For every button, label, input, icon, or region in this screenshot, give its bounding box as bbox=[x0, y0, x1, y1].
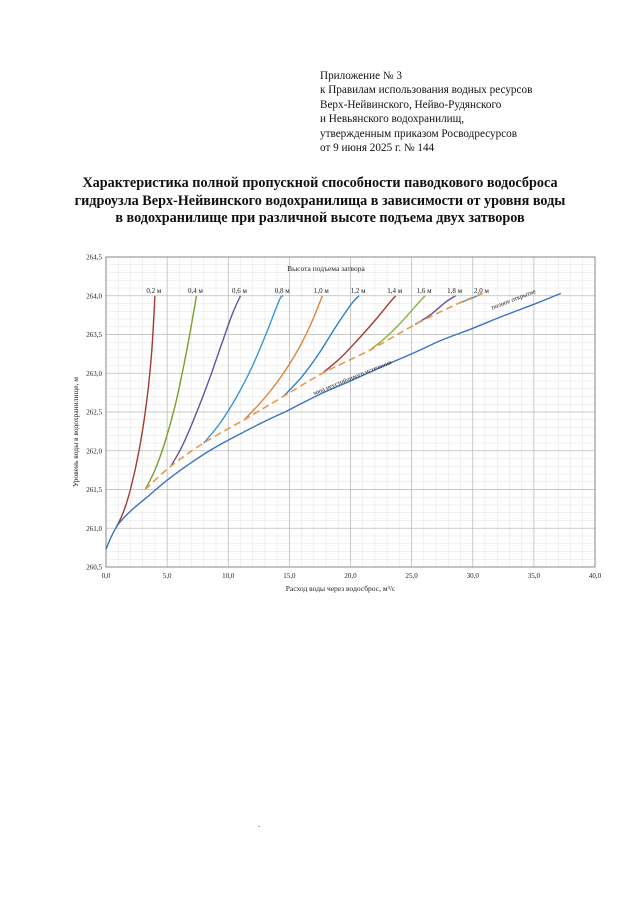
gate-height-label: 1,8 м bbox=[447, 286, 463, 295]
gate-height-label: 1,2 м bbox=[350, 286, 366, 295]
full-open-annotation: полное открытие bbox=[490, 288, 538, 312]
gate-height-label: 1,4 м bbox=[387, 286, 403, 295]
scan-speck bbox=[258, 826, 260, 827]
gate-height-label: 0,8 м bbox=[274, 286, 290, 295]
gate-height-label: 0,4 м bbox=[187, 286, 203, 295]
x-tick-label: 0,0 bbox=[101, 572, 111, 580]
title-line: гидроузла Верх-Нейвинского водохранилища в зависимости от уровня воды bbox=[74, 192, 566, 209]
title-line: в водохранилище при различной высоте подъема двух затворов bbox=[115, 210, 525, 227]
chart-title: Высота подъема затвора bbox=[287, 264, 365, 273]
gate-height-label: 2,0 м bbox=[474, 286, 489, 295]
gate-height-label: 0,6 м bbox=[232, 286, 247, 295]
x-tick-label: 40,0 bbox=[588, 572, 602, 580]
x-axis-label: Расход воды через водосброс, м³/с bbox=[285, 584, 396, 593]
gate-height-label: 1,0 м bbox=[313, 286, 329, 295]
y-tick-label: 264,0 bbox=[86, 292, 102, 301]
appendix-line: к Правилам использования водных ресурсов bbox=[320, 84, 533, 97]
x-tick-label: 20,0 bbox=[344, 572, 357, 580]
appendix-line: от 9 июня 2025 г. № 144 bbox=[320, 142, 435, 155]
y-tick-label: 262,5 bbox=[86, 408, 102, 417]
y-tick-label: 263,5 bbox=[86, 331, 102, 339]
gate-height-label: 1,6 м bbox=[416, 286, 432, 295]
appendix-line: и Невьянского водохранилищ, bbox=[320, 113, 465, 126]
y-tick-label: 260,5 bbox=[86, 563, 102, 572]
title-line: Характеристика полной пропускной способности паводкового водосброса bbox=[82, 175, 558, 191]
x-tick-label: 10,0 bbox=[222, 572, 235, 580]
y-tick-label: 264,5 bbox=[86, 253, 102, 262]
appendix-line: Приложение № 3 bbox=[320, 70, 402, 82]
x-tick-label: 35,0 bbox=[527, 572, 540, 580]
y-tick-label: 261,5 bbox=[86, 486, 102, 494]
x-tick-label: 15,0 bbox=[283, 572, 296, 580]
y-axis-label: Уровень воды в водохранилище, м bbox=[71, 376, 80, 488]
appendix-line: Верх-Нейвинского, Нейво-Рудянского bbox=[320, 98, 502, 111]
appendix-line: утвержденным приказом Росводресурсов bbox=[320, 127, 518, 140]
gate-height-label: 0,2 м bbox=[146, 286, 162, 295]
x-tick-label: 30,0 bbox=[466, 572, 479, 580]
x-tick-label: 25,0 bbox=[405, 572, 418, 580]
y-tick-label: 263,0 bbox=[86, 369, 102, 378]
x-tick-label: 5,0 bbox=[162, 572, 172, 580]
unstable-zone-annotation: зона неустойчивого истечения bbox=[312, 359, 393, 398]
y-tick-label: 262,0 bbox=[86, 447, 102, 456]
y-tick-label: 261,0 bbox=[86, 524, 102, 533]
